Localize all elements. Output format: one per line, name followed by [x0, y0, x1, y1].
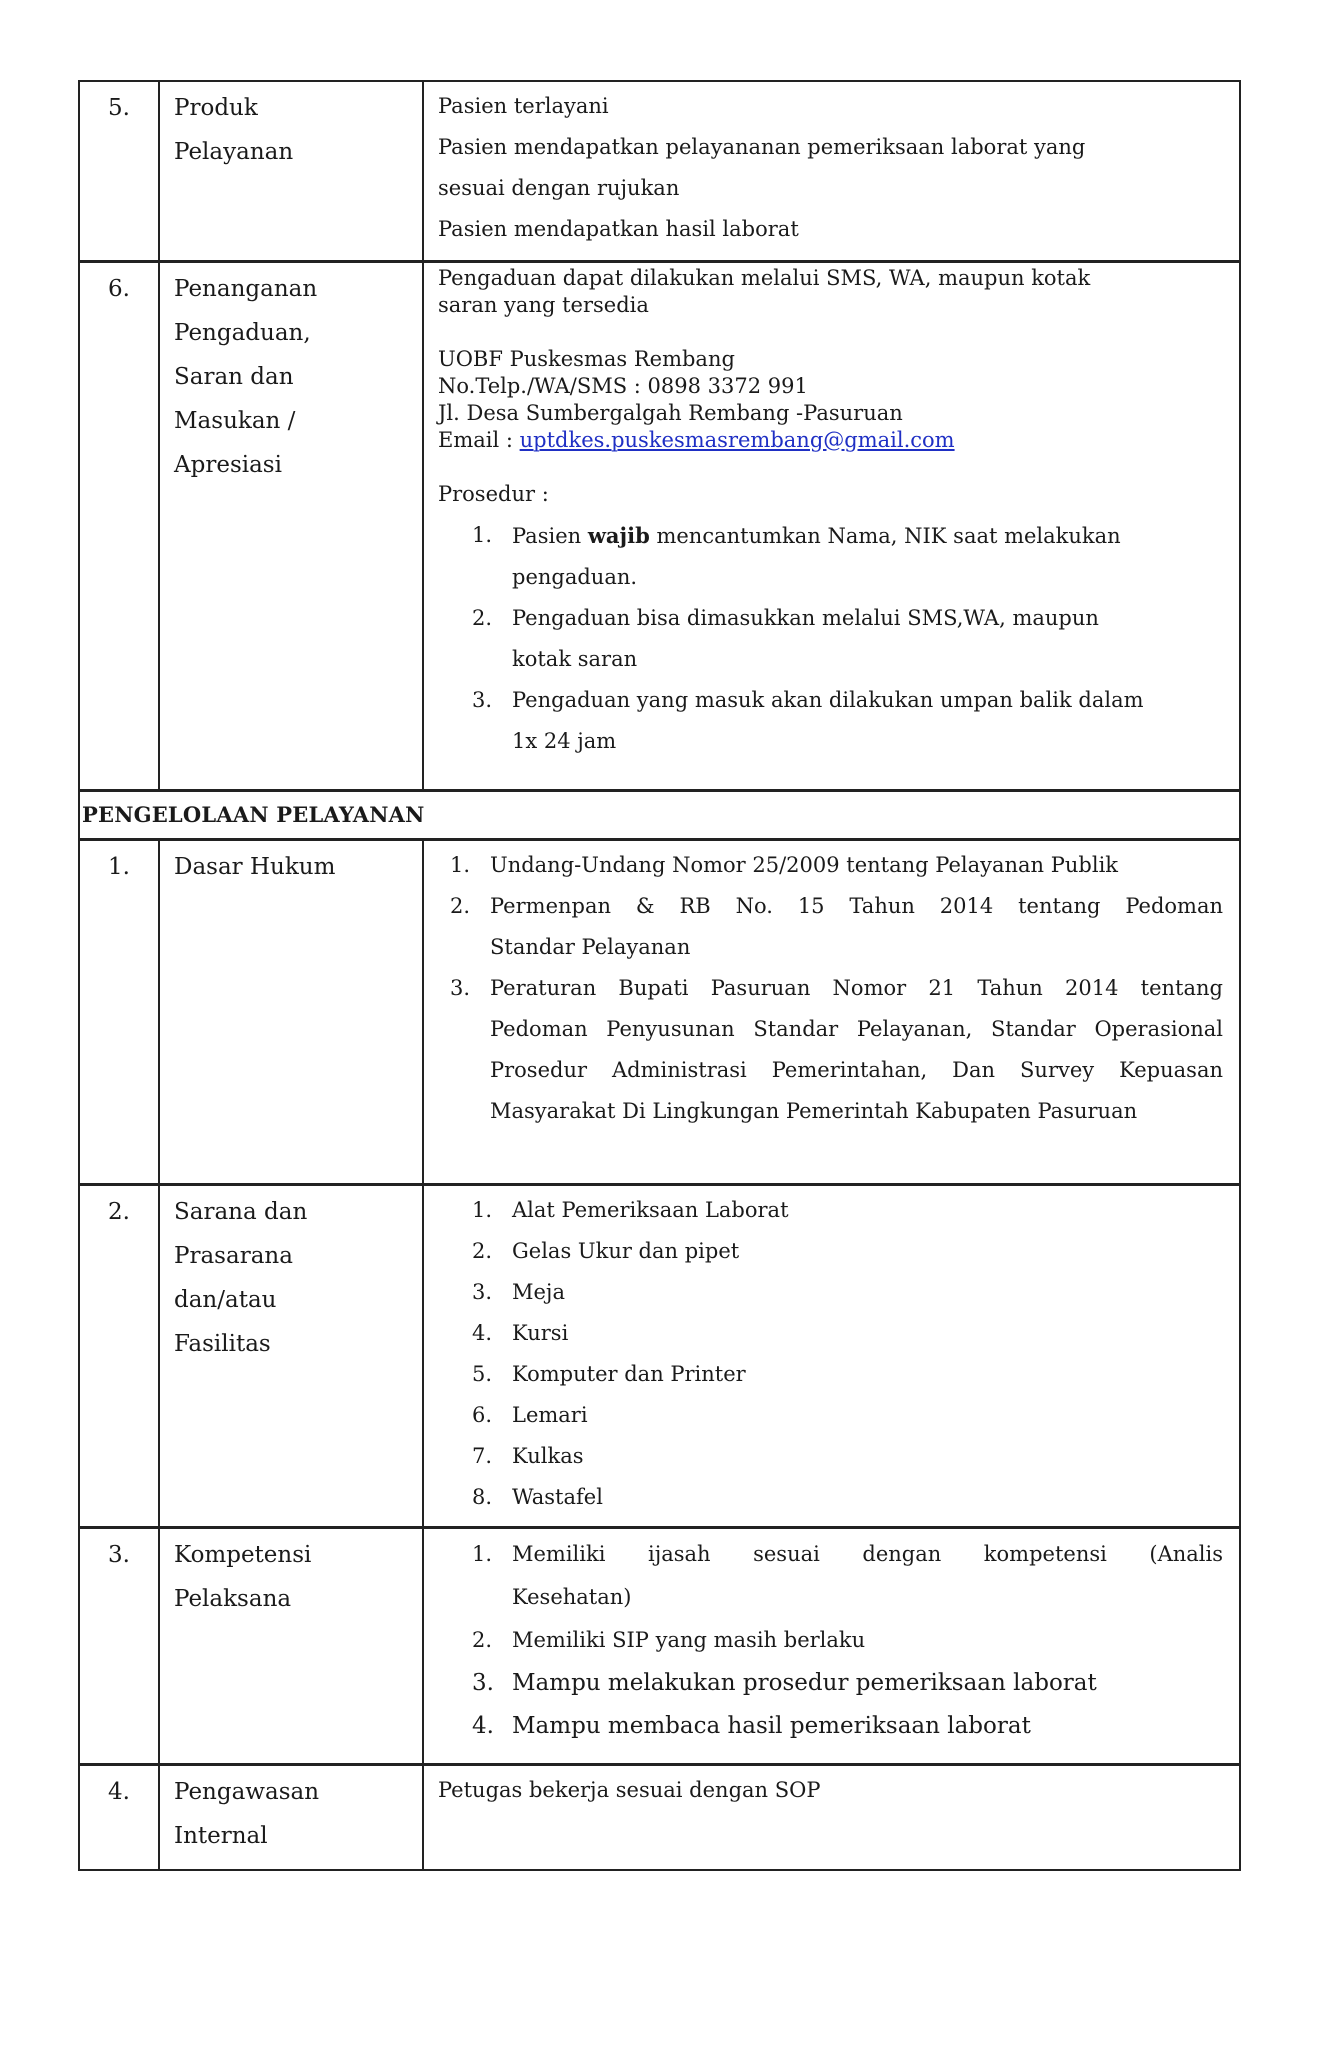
list-text: Alat Pemeriksaan Laborat	[512, 1197, 789, 1222]
list-item	[472, 515, 1227, 598]
list-number: 3.	[472, 687, 493, 712]
label-line: Apresiasi	[174, 451, 282, 478]
row-number: 3.	[79, 1527, 159, 1764]
list-item	[472, 598, 1227, 680]
list-number: 2.	[472, 1627, 493, 1652]
label-line: Saran dan	[174, 363, 294, 390]
list-text: Pengaduan bisa dimasukkan melalui SMS,WA, maupun kotak saran	[512, 605, 1099, 671]
content-line: Pasien mendapatkan pelayananan pemeriksaan laborat yang	[438, 135, 1086, 159]
list-item	[472, 1272, 1227, 1313]
label-line: Pengawasan	[174, 1778, 320, 1805]
list-item	[472, 1395, 1227, 1436]
contact-phone: No.Telp./WA/SMS : 0898 3372 991	[438, 373, 808, 398]
content-line: Pasien mendapatkan hasil laborat	[438, 217, 799, 241]
row-content	[423, 839, 1240, 1184]
contact-email	[438, 427, 1227, 454]
list-number: 8.	[472, 1484, 493, 1509]
list-item	[472, 680, 1227, 762]
row-content	[423, 1764, 1240, 1870]
row-content	[423, 261, 1240, 790]
label-line: Pengaduan,	[174, 319, 311, 346]
table-row-dasar-hukum	[79, 839, 1240, 1184]
facilities-list	[438, 1190, 1227, 1518]
intro-line: saran yang tersedia	[438, 292, 649, 317]
label-line: Internal	[174, 1822, 268, 1849]
row-content	[423, 1527, 1240, 1764]
content-line: Pasien terlayani	[438, 94, 609, 118]
list-text: Mampu membaca hasil pemeriksaan laborat	[512, 1712, 1031, 1739]
list-text: Kursi	[512, 1320, 569, 1345]
emphasis: wajib	[587, 522, 650, 548]
list-text: Wastafel	[512, 1484, 603, 1509]
table-row-penanganan-pengaduan	[79, 261, 1240, 790]
list-text: Gelas Ukur dan pipet	[512, 1238, 740, 1263]
list-item	[472, 1477, 1227, 1518]
row-number: 5.	[79, 81, 159, 261]
list-number: 4.	[472, 1712, 494, 1739]
list-item	[472, 1354, 1227, 1395]
list-number: 2.	[450, 893, 471, 918]
contact-block	[438, 346, 1227, 454]
list-text: Mampu melakukan prosedur pemeriksaan laborat	[512, 1669, 1097, 1696]
row-label	[159, 261, 423, 790]
list-item	[450, 968, 1223, 1132]
list-text: Memiliki ijasah sesuai dengan kompetensi (Analis Kesehatan)	[512, 1541, 1223, 1609]
row-number: 4.	[79, 1764, 159, 1870]
list-number: 1.	[472, 1541, 493, 1566]
list-number: 3.	[472, 1669, 494, 1696]
label-line: Pelayanan	[174, 139, 294, 165]
service-standard-table	[78, 80, 1241, 1871]
list-text: Undang-Undang Nomor 25/2009 tentang Pelayanan Publik	[490, 852, 1119, 877]
legal-basis-list	[438, 845, 1223, 1132]
row-content	[423, 81, 1240, 261]
list-text: Permenpan & RB No. 15 Tahun 2014 tentang Pedoman Standar Pelayanan	[490, 893, 1223, 959]
content-line: Petugas bekerja sesuai dengan SOP	[438, 1777, 821, 1802]
label-line: Pelaksana	[174, 1585, 292, 1612]
table-row-produk-pelayanan	[79, 81, 1240, 261]
row-content	[423, 1184, 1240, 1527]
contact-address: Jl. Desa Sumbergalgah Rembang -Pasuruan	[438, 400, 903, 425]
prosedur-title: Prosedur :	[438, 481, 549, 506]
label-line: Fasilitas	[174, 1330, 271, 1357]
list-text: Memiliki SIP yang masih berlaku	[512, 1627, 866, 1652]
list-number: 4.	[472, 1320, 493, 1345]
list-number: 3.	[472, 1279, 493, 1304]
prosedur-list	[438, 515, 1227, 762]
list-text: Pasien wajib mencantumkan Nama, NIK saat melakukan pengaduan.	[512, 522, 1121, 589]
list-number: 5.	[472, 1361, 493, 1386]
list-number: 7.	[472, 1443, 493, 1468]
row-label	[159, 839, 423, 1184]
list-text: Meja	[512, 1279, 565, 1304]
row-label	[159, 1764, 423, 1870]
table-row-sarana-prasarana	[79, 1184, 1240, 1527]
list-number: 1.	[472, 522, 493, 547]
row-number: 6.	[79, 261, 159, 790]
list-text: Peraturan Bupati Pasuruan Nomor 21 Tahun 2014 tentang Pedoman Penyusunan Standar Pelayanan, Standar Operasional Prosedur Administrasi Pemerintahan, Dan Survey Kepuasan Masyarakat Di Lingkungan Pemerintah Kabupaten Pasuruan	[490, 975, 1223, 1123]
intro-line: Pengaduan dapat dilakukan melalui SMS, WA, maupun kotak	[438, 265, 1091, 290]
list-item	[450, 845, 1223, 886]
label-line: dan/atau	[174, 1286, 277, 1313]
list-item	[472, 1705, 1223, 1748]
label-line: Sarana dan	[174, 1198, 308, 1225]
list-text: Komputer dan Printer	[512, 1361, 746, 1386]
label-line: Dasar Hukum	[174, 853, 336, 880]
row-number: 1.	[79, 839, 159, 1184]
list-text: Pengaduan yang masuk akan dilakukan umpan balik dalam 1x 24 jam	[512, 687, 1144, 753]
label-line: Penanganan	[174, 275, 318, 302]
content-line: sesuai dengan rujukan	[438, 176, 680, 200]
list-item	[472, 1436, 1227, 1477]
list-item	[472, 1533, 1223, 1619]
label-line: Produk	[174, 95, 258, 121]
label-line: Prasarana	[174, 1242, 293, 1269]
complaint-intro	[438, 265, 1227, 319]
label-line: Masukan /	[174, 407, 296, 434]
list-number: 1.	[450, 852, 471, 877]
label-line: Kompetensi	[174, 1541, 312, 1568]
email-link[interactable]: uptdkes.puskesmasrembang@gmail.com	[519, 427, 955, 452]
list-text: Lemari	[512, 1402, 588, 1427]
email-label: Email :	[438, 427, 520, 452]
list-item	[450, 886, 1223, 968]
list-item	[472, 1313, 1227, 1354]
list-item	[472, 1190, 1227, 1231]
row-label	[159, 1527, 423, 1764]
list-number: 1.	[472, 1197, 493, 1222]
row-number: 2.	[79, 1184, 159, 1527]
list-number: 2.	[472, 605, 493, 630]
row-label	[159, 81, 423, 261]
list-number: 3.	[450, 975, 471, 1000]
table-row-pengawasan-internal	[79, 1764, 1240, 1870]
list-item	[472, 1619, 1223, 1662]
section-header-row	[79, 790, 1240, 839]
list-number: 2.	[472, 1238, 493, 1263]
contact-name: UOBF Puskesmas Rembang	[438, 346, 735, 371]
list-item	[472, 1662, 1223, 1705]
list-number: 6.	[472, 1402, 493, 1427]
competency-list	[438, 1533, 1223, 1748]
section-title: PENGELOLAAN PELAYANAN	[79, 790, 1240, 839]
list-item	[472, 1231, 1227, 1272]
row-label	[159, 1184, 423, 1527]
list-text: Kulkas	[512, 1443, 584, 1468]
table-row-kompetensi-pelaksana	[79, 1527, 1240, 1764]
